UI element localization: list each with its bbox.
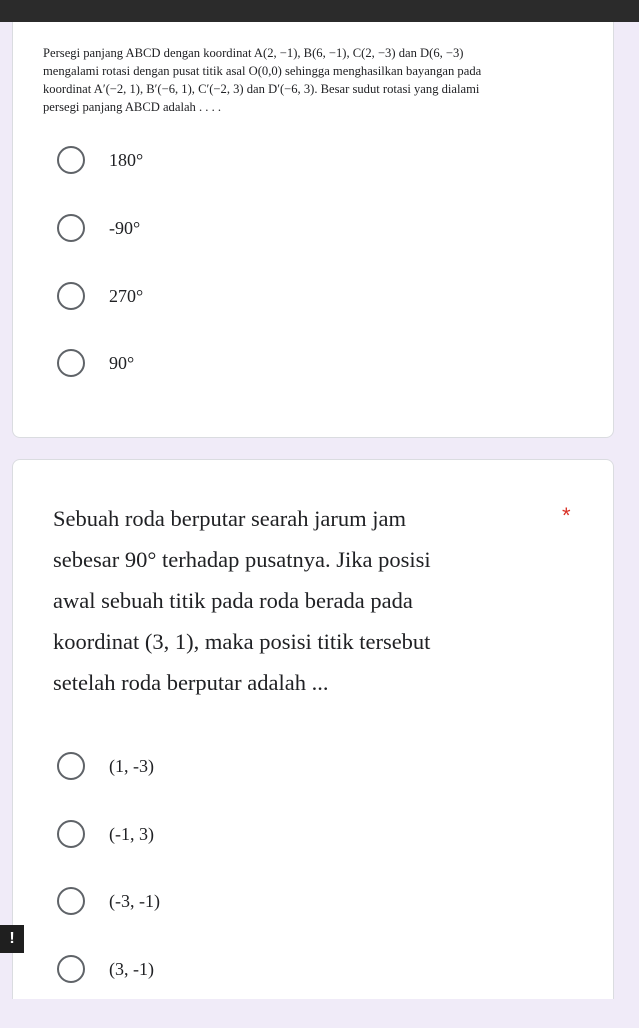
q2-option-4[interactable] xyxy=(57,955,154,983)
radio-button[interactable] xyxy=(57,349,85,377)
q2-option-1[interactable] xyxy=(57,752,154,780)
required-asterisk: * xyxy=(562,503,571,528)
question-2-line: sebesar 90° terhadap pusatnya. Jika posisi xyxy=(53,547,431,572)
option-label: (-1, 3) xyxy=(109,823,154,844)
q1-option-270[interactable] xyxy=(57,282,143,310)
option-label: 90° xyxy=(109,352,135,373)
question-1-text xyxy=(43,44,573,116)
radio-button[interactable] xyxy=(57,820,85,848)
top-status-bar xyxy=(0,0,639,22)
radio-button[interactable] xyxy=(57,282,85,310)
question-1-line: koordinat A′(−2, 1), B′(−6, 1), C′(−2, 3) dan D′(−6, 3). Besar sudut rotasi yang dialami xyxy=(43,82,480,96)
radio-button[interactable] xyxy=(57,955,85,983)
question-2-line: awal sebuah titik pada roda berada pada xyxy=(53,588,413,613)
q1-option-180[interactable] xyxy=(57,146,143,174)
radio-button[interactable] xyxy=(57,214,85,242)
option-label: 270° xyxy=(109,285,144,306)
question-2-text xyxy=(53,498,523,703)
option-label: (1, -3) xyxy=(109,755,154,776)
option-label: 180° xyxy=(109,149,144,170)
q2-option-2[interactable] xyxy=(57,820,154,848)
q1-option-90[interactable] xyxy=(57,349,134,377)
question-2-line: koordinat (3, 1), maka posisi titik tersebut xyxy=(53,629,431,654)
q1-option-minus-90[interactable] xyxy=(57,214,140,242)
option-label: -90° xyxy=(109,217,141,238)
question-1-line: mengalami rotasi dengan pusat titik asal O(0,0) sehingga menghasilkan bayangan pada xyxy=(43,64,482,78)
question-1-line: persegi panjang ABCD adalah . . . . xyxy=(43,100,222,114)
option-label: (3, -1) xyxy=(109,958,154,979)
radio-button[interactable] xyxy=(57,146,85,174)
question-2-line: Sebuah roda berputar searah jarum jam xyxy=(53,506,406,531)
question-1-line: Persegi panjang ABCD dengan koordinat A(2, −1), B(6, −1), C(2, −3) dan D(6, −3) xyxy=(43,46,464,60)
report-flag-button[interactable]: ! xyxy=(0,925,24,953)
q2-option-3[interactable] xyxy=(57,887,160,915)
option-label: (-3, -1) xyxy=(109,890,160,911)
radio-button[interactable] xyxy=(57,887,85,915)
question-2-line: setelah roda berputar adalah ... xyxy=(53,670,329,695)
radio-button[interactable] xyxy=(57,752,85,780)
